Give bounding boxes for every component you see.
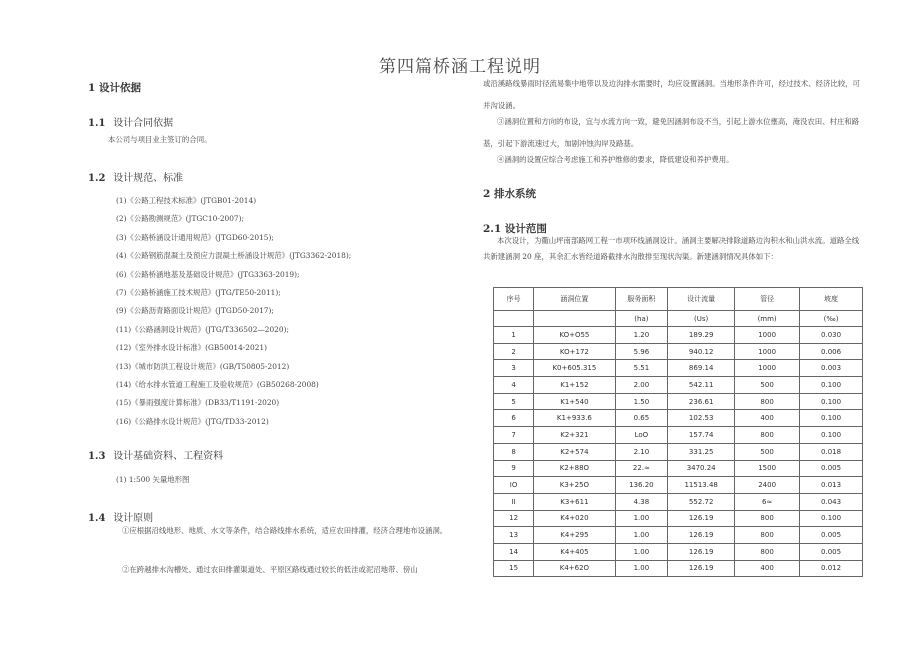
col-header-diameter: 管径 bbox=[735, 288, 800, 311]
cell-slope: 0.030 bbox=[800, 327, 863, 344]
cell-flow: 126.19 bbox=[668, 510, 735, 527]
cell-diameter: 1000 bbox=[735, 327, 800, 344]
cell-slope: 0.005 bbox=[800, 527, 863, 544]
cell-flow: 3470.24 bbox=[668, 460, 735, 477]
cell-flow: 552.72 bbox=[668, 493, 735, 510]
subsection-number: 1.2 bbox=[88, 173, 106, 184]
cell-slope: 0.043 bbox=[800, 493, 863, 510]
unit-location bbox=[534, 311, 615, 327]
cell-slope: 0.013 bbox=[800, 477, 863, 494]
cell-index: 3 bbox=[494, 360, 534, 377]
table-row bbox=[494, 510, 863, 527]
cell-slope: 0.018 bbox=[800, 443, 863, 460]
standard-item: (12)《室外排水设计标准》(GB50014-2021) bbox=[116, 343, 267, 353]
table-row bbox=[494, 343, 863, 360]
cell-flow: 331.25 bbox=[668, 443, 735, 460]
cell-slope: 0.012 bbox=[800, 560, 863, 577]
table-row bbox=[494, 443, 863, 460]
standard-item: (3)《公路桥涵设计通用规范》(JTGD60-2015); bbox=[116, 232, 274, 242]
cell-area: 1.50 bbox=[615, 393, 668, 410]
culvert-table bbox=[493, 287, 863, 577]
table-row bbox=[494, 527, 863, 544]
unit-index bbox=[494, 311, 534, 327]
cell-flow: 102.53 bbox=[668, 410, 735, 427]
cell-diameter: 800 bbox=[735, 527, 800, 544]
cell-area: 2.10 bbox=[615, 443, 668, 460]
contract-text: 本公司与项目业主签订的合同。 bbox=[108, 135, 212, 144]
table-body bbox=[494, 327, 863, 577]
cell-index: 7 bbox=[494, 427, 534, 444]
standard-item: (4)《公路钢筋混凝土及预应力混凝土桥涵设计规范》(JTG3362-2018); bbox=[116, 251, 352, 261]
principle-paragraph-4: ④涵洞的设置应综合考虑施工和养护维修的要求，降低建设和养护费用。 bbox=[497, 155, 734, 164]
standard-item: (9)《公路沥青路面设计规范》(JTGD50-2017); bbox=[116, 306, 274, 316]
subsection-number: 1.1 bbox=[88, 118, 106, 129]
table-row bbox=[494, 560, 863, 577]
cell-index: 5 bbox=[494, 393, 534, 410]
table-header-row bbox=[494, 288, 863, 311]
cell-flow: 126.19 bbox=[668, 543, 735, 560]
cell-location: K1+152 bbox=[534, 377, 615, 394]
standard-item: (16)《公路排水设计规范》(JTG/TD33-2012) bbox=[116, 416, 269, 426]
cell-diameter: 800 bbox=[735, 427, 800, 444]
cell-diameter: 800 bbox=[735, 393, 800, 410]
cell-location: KO+172 bbox=[534, 343, 615, 360]
cell-index: 1 bbox=[494, 327, 534, 344]
cell-diameter: 500 bbox=[735, 377, 800, 394]
subsection-heading-contract bbox=[88, 114, 173, 129]
cell-location: K1+933.6 bbox=[534, 410, 615, 427]
cell-location: K3+611 bbox=[534, 493, 615, 510]
cell-flow: 869.14 bbox=[668, 360, 735, 377]
cell-diameter: 6≈ bbox=[735, 493, 800, 510]
cell-flow: 542.11 bbox=[668, 377, 735, 394]
cell-diameter: 1500 bbox=[735, 460, 800, 477]
base-data-text: (1) 1:500 矢量地形图 bbox=[116, 475, 190, 484]
cell-index: 13 bbox=[494, 527, 534, 544]
col-header-slope: 坡度 bbox=[800, 288, 863, 311]
cell-area: 4.38 bbox=[615, 493, 668, 510]
principle-paragraph-2-cont: 或沿溪路线暴雨时径流易集中地带以及边沟排水需要时，均应设置涵洞。当地形条件许可，经过技术、经济比较，可并沟设涵。 bbox=[483, 79, 860, 110]
cell-index: 12 bbox=[494, 510, 534, 527]
subsection-title: 设计合同依据 bbox=[113, 118, 174, 129]
cell-diameter: 800 bbox=[735, 543, 800, 560]
cell-index: 15 bbox=[494, 560, 534, 577]
cell-diameter: 400 bbox=[735, 410, 800, 427]
col-header-flow: 设计流量 bbox=[668, 288, 735, 311]
cell-location: K0+605.315 bbox=[534, 360, 615, 377]
unit-area: (ha) bbox=[615, 311, 668, 327]
standard-item: (13)《城市防洪工程设计规范》(GB/T50805-2012) bbox=[116, 361, 290, 371]
subsection-number: 1.3 bbox=[88, 451, 106, 462]
cell-location: K4+405 bbox=[534, 543, 615, 560]
subsection-title: 设计原则 bbox=[113, 513, 154, 524]
cell-index: 4 bbox=[494, 377, 534, 394]
cell-diameter: 1000 bbox=[735, 360, 800, 377]
cell-flow: 11513.48 bbox=[668, 477, 735, 494]
subsection-heading-design-scope: 2.1 设计范围 bbox=[483, 223, 547, 235]
cell-flow: 126.19 bbox=[668, 527, 735, 544]
table-row bbox=[494, 427, 863, 444]
cell-flow: 157.74 bbox=[668, 427, 735, 444]
cell-area: LoO bbox=[615, 427, 668, 444]
cell-location: K2+321 bbox=[534, 427, 615, 444]
cell-slope: 0.100 bbox=[800, 427, 863, 444]
cell-index: 8 bbox=[494, 443, 534, 460]
table-row bbox=[494, 493, 863, 510]
cell-diameter: 1000 bbox=[735, 343, 800, 360]
cell-flow: 189.29 bbox=[668, 327, 735, 344]
cell-location: K4+295 bbox=[534, 527, 615, 544]
cell-area: 0.65 bbox=[615, 410, 668, 427]
subsection-heading-standards bbox=[88, 169, 183, 184]
table-row bbox=[494, 360, 863, 377]
table-row bbox=[494, 460, 863, 477]
principle-paragraph-3: ③涵洞位置和方向的布设，宜与水流方向一致，避免因涵洞布设不当，引起上游水位壅高，淹没农田、村庄和路基，引起下游流速过大，加剧冲蚀沟岸及路基。 bbox=[483, 117, 860, 148]
cell-slope: 0.100 bbox=[800, 393, 863, 410]
principle-paragraph-2: ②在跨越排水沟槽处、通过农田排灌渠道处、平原区路线通过较长的低洼或泥沼地带、傍山 bbox=[122, 565, 418, 574]
cell-index: 6 bbox=[494, 410, 534, 427]
page-title: 第四篇桥涵工程说明 bbox=[379, 57, 541, 77]
col-header-location: 涵洞位置 bbox=[534, 288, 615, 311]
cell-location: K4+020 bbox=[534, 510, 615, 527]
cell-diameter: 2400 bbox=[735, 477, 800, 494]
cell-location: K1+540 bbox=[534, 393, 615, 410]
cell-area: 1.00 bbox=[615, 543, 668, 560]
cell-slope: 0.100 bbox=[800, 377, 863, 394]
unit-slope: (‰) bbox=[800, 311, 863, 327]
table-row bbox=[494, 543, 863, 560]
cell-area: 1.00 bbox=[615, 510, 668, 527]
cell-index: 14 bbox=[494, 543, 534, 560]
cell-area: 1.20 bbox=[615, 327, 668, 344]
table-units-row bbox=[494, 311, 863, 327]
cell-slope: 0.005 bbox=[800, 460, 863, 477]
cell-area: 5.96 bbox=[615, 343, 668, 360]
cell-slope: 0.100 bbox=[800, 410, 863, 427]
cell-diameter: 800 bbox=[735, 510, 800, 527]
cell-location: K2+574 bbox=[534, 443, 615, 460]
cell-location: K3+25O bbox=[534, 477, 615, 494]
subsection-title: 设计规范、标准 bbox=[113, 173, 184, 184]
cell-area: 5.51 bbox=[615, 360, 668, 377]
cell-index: 2 bbox=[494, 343, 534, 360]
cell-diameter: 500 bbox=[735, 443, 800, 460]
table-row bbox=[494, 327, 863, 344]
standard-item: (6)《公路桥涵地基及基础设计规范》(JTG3363-2019); bbox=[116, 269, 300, 279]
section-heading-drainage: 2 排水系统 bbox=[483, 188, 536, 200]
cell-index: II bbox=[494, 493, 534, 510]
unit-flow: (Us) bbox=[668, 311, 735, 327]
cell-area: 1.00 bbox=[615, 527, 668, 544]
standard-item: (2)《公路勘测规范》(JTGC10-2007); bbox=[116, 214, 245, 224]
principle-paragraph-1: ①应根据沿线地形、地质、水文等条件，结合路线排水系统，适应农田排灌，经济合理地布设涵洞。 bbox=[122, 526, 448, 535]
standard-item: (1)《公路工程技术标准》(JTGB01-2014) bbox=[116, 196, 257, 205]
cell-area: 136.20 bbox=[615, 477, 668, 494]
standard-item: (7)《公路桥涵施工技术规范》(JTG/TE50-2011); bbox=[116, 288, 281, 297]
subsection-heading-base-data bbox=[88, 447, 223, 462]
cell-slope: 0.100 bbox=[800, 510, 863, 527]
cell-slope: 0.005 bbox=[800, 543, 863, 560]
cell-slope: 0.003 bbox=[800, 360, 863, 377]
subsection-title: 设计基础资料、工程资料 bbox=[113, 451, 224, 462]
subsection-number: 1.4 bbox=[88, 513, 106, 524]
cell-area: 1.00 bbox=[615, 560, 668, 577]
cell-location: K2+88O bbox=[534, 460, 615, 477]
col-header-area: 服务面积 bbox=[615, 288, 668, 311]
table-row bbox=[494, 377, 863, 394]
cell-area: 2.00 bbox=[615, 377, 668, 394]
cell-flow: 236.61 bbox=[668, 393, 735, 410]
unit-diameter: (mm) bbox=[735, 311, 800, 327]
col-header-index: 序号 bbox=[494, 288, 534, 311]
cell-index: IO bbox=[494, 477, 534, 494]
standard-item: (11)《公路涵洞设计规范》(JTG/T336502—2020); bbox=[116, 324, 289, 334]
cell-slope: 0.006 bbox=[800, 343, 863, 360]
cell-area: 22.≈ bbox=[615, 460, 668, 477]
cell-location: KO+O55 bbox=[534, 327, 615, 344]
standard-item: (14)《给水排水管道工程施工及验收规范》(GB50268-2008) bbox=[116, 380, 319, 389]
table-row bbox=[494, 393, 863, 410]
design-scope-text: 本次设计，为衢山坪南部路网工程一市项环线涵洞设计。涵洞主要解决排除道路边沟积水和山洪水流。道路全线共新建涵洞 20 座，其余汇水皆经道路截排水沟散排至现状沟渠。新建涵洞情况具体如下： bbox=[483, 236, 860, 261]
cell-location: K4+62O bbox=[534, 560, 615, 577]
standard-item: (15)《暴雨强度计算标准》(DB33/T1191-2020) bbox=[116, 398, 280, 408]
cell-flow: 940.12 bbox=[668, 343, 735, 360]
table-row bbox=[494, 477, 863, 494]
cell-index: 9 bbox=[494, 460, 534, 477]
cell-flow: 126.19 bbox=[668, 560, 735, 577]
cell-diameter: 400 bbox=[735, 560, 800, 577]
table-row bbox=[494, 410, 863, 427]
section-heading-design-basis: 1 设计依据 bbox=[88, 82, 141, 94]
